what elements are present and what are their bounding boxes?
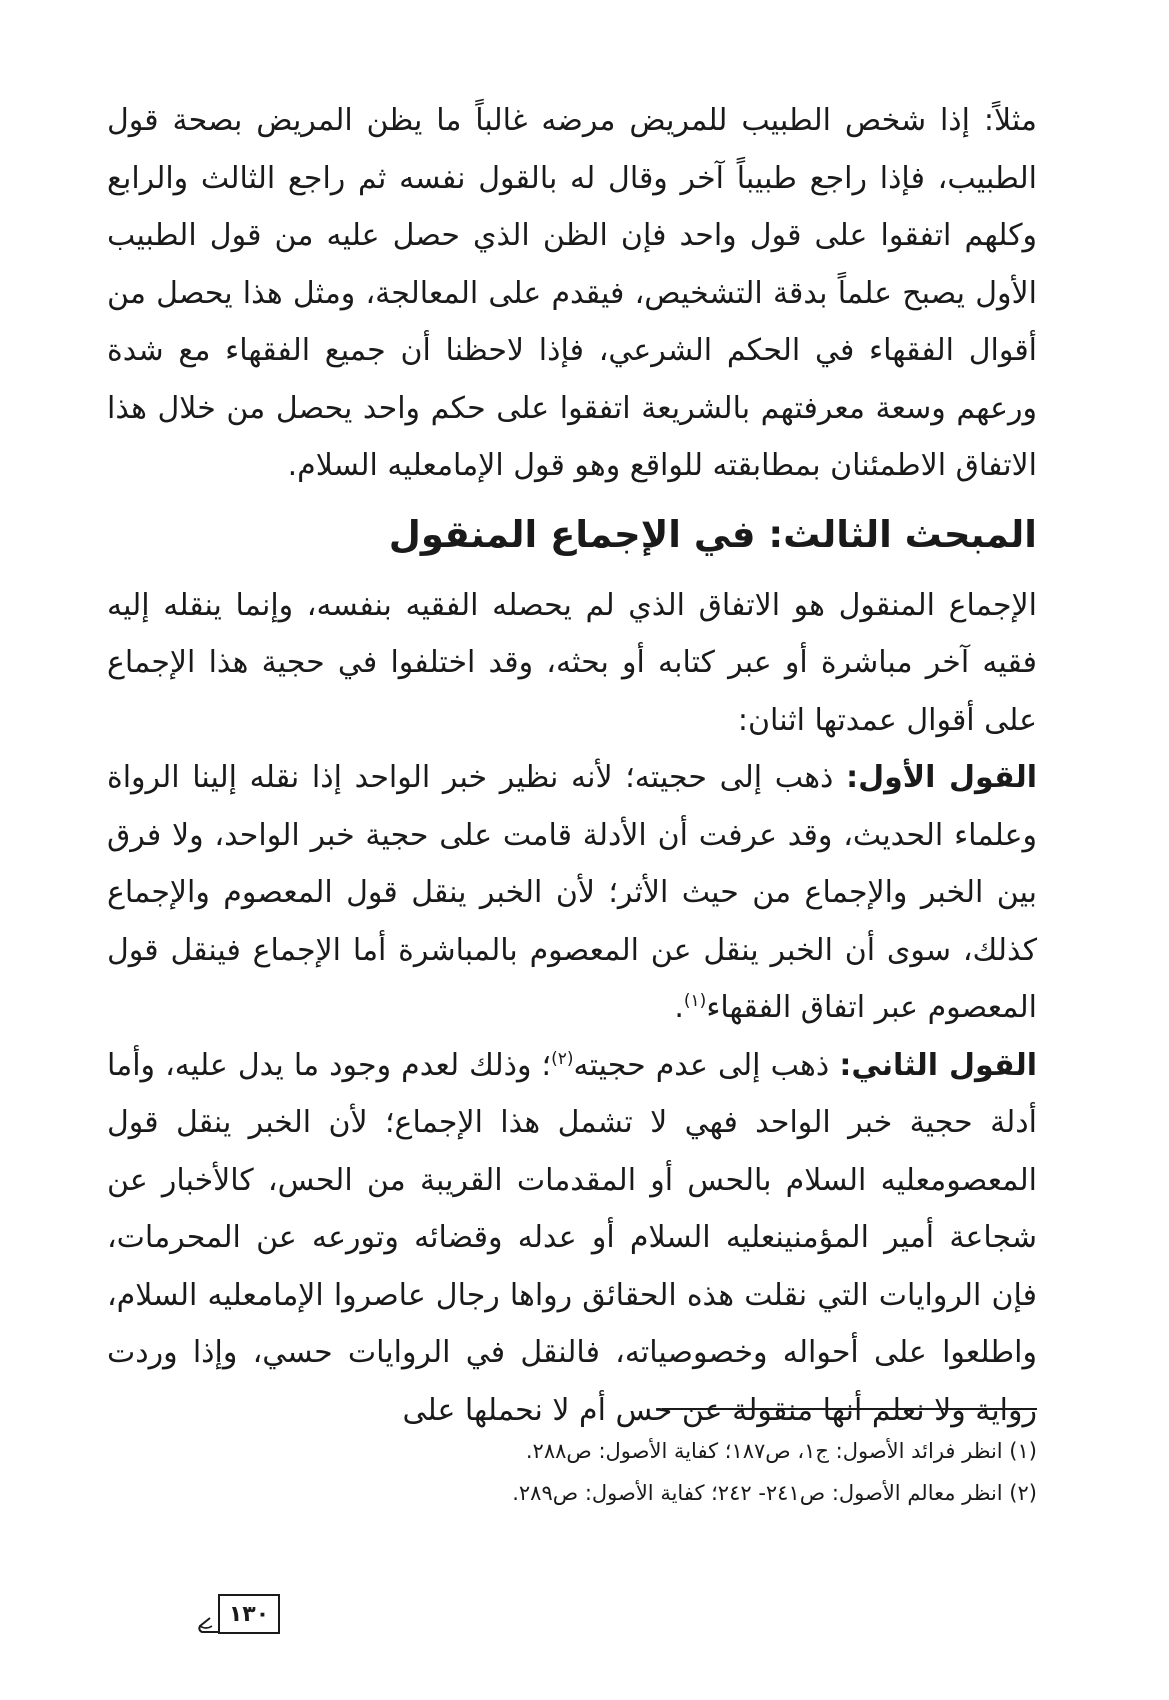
first-opinion-lead: القول الأول:: [846, 760, 1037, 795]
second-opinion-text-b: ؛ وذلك لعدم وجود ما يدل عليه، وأما أدلة حجية خبر الواحد فهي لا تشمل هذا الإجماع؛ لأن الخبر ينقل قول المعصومعليه السلام بالحس أو المقدمات القريبة من الحس، كالأخبار عن شجاعة أمير المؤمنينعليه السلام أو عدله وقضائه وتورعه عن المحرمات، فإن الروايات التي نقلت هذه الحقائق رواها رجال عاصروا الإمامعليه السلام، واطلعوا على أحواله وخصوصياته، فالنقل في الروايات حسي، وإذا وردت رواية ولا نعلم أنها منقولة عن حس أم لا نحملها على: [107, 1047, 1037, 1428]
footnote-1: (١) انظر فرائد الأصول: ج١، ص١٨٧؛ كفاية الأصول: ص٢٨٨.: [525, 1439, 1037, 1463]
footnote-ref-2[interactable]: (٢): [551, 1048, 574, 1069]
second-opinion-lead: القول الثاني:: [839, 1047, 1037, 1083]
paragraph-second-opinion: [107, 1037, 1037, 1440]
footnote-ref-1[interactable]: (١): [683, 991, 707, 1011]
first-opinion-text: ذهب إلى حجيته؛ لأنه نظير خبر الواحد إذا نقله إلينا الرواة وعلماء الحديث، وقد عرفت أن الأدلة قامت على حجية خبر الواحد، ولا فرق بين الخبر والإجماع من حيث الأثر؛ لأن الخبر ينقل قول المعصوم والإجماع كذلك، سوى أن الخبر ينقل عن المعصوم بالمباشرة أما الإجماع فينقل قول المعصوم عبر اتفاق الفقهاء: [107, 760, 1037, 1025]
footnote-divider: [662, 1408, 1037, 1410]
second-opinion-text-a: ذهب إلى عدم حجيته: [573, 1047, 840, 1083]
page-number: ١٣٠: [218, 1594, 280, 1634]
footnote-2: (٢) انظر معالم الأصول: ص٢٤١- ٢٤٢؛ كفاية الأصول: ص٢٨٩.: [512, 1481, 1037, 1505]
section-heading: المبحث الثالث: في الإجماع المنقول: [388, 512, 1037, 556]
first-opinion-end: .: [674, 990, 684, 1025]
paragraph-example: مثلاً: إذا شخص الطبيب للمريض مرضه غالباً ما يظن المريض بصحة قول الطبيب، فإذا راجع طبيباً آخر وقال له بالقول نفسه ثم راجع الثالث والرابع وكلهم اتفقوا على قول واحد فإن الظن الذي حصل عليه من قول الطبيب الأول يصبح علماً بدقة التشخيص، فيقدم على المعالجة، ومثل هذا يحصل من أقوال الفقهاء في الحكم الشرعي، فإذا لاحظنا أن جميع الفقهاء مع شدة ورعهم وسعة معرفتهم بالشريعة اتفقوا على حكم واحد يحصل من خلال هذا الاتفاق الاطمئنان بمطابقته للواقع وهو قول الإمامعليه السلام.: [107, 103, 1037, 483]
page-body: [107, 92, 1037, 1439]
footnotes: [137, 1430, 1037, 1514]
paragraph-intro: الإجماع المنقول هو الاتفاق الذي لم يحصله الفقيه بنفسه، وإنما ينقله إليه فقيه آخر مباشرة أو عبر كتابه أو بحثه، وقد اختلفوا في حجية هذا الإجماع على أقوال عمدتها اثنان:: [107, 587, 1037, 738]
paragraph-first-opinion: [107, 749, 1037, 1037]
